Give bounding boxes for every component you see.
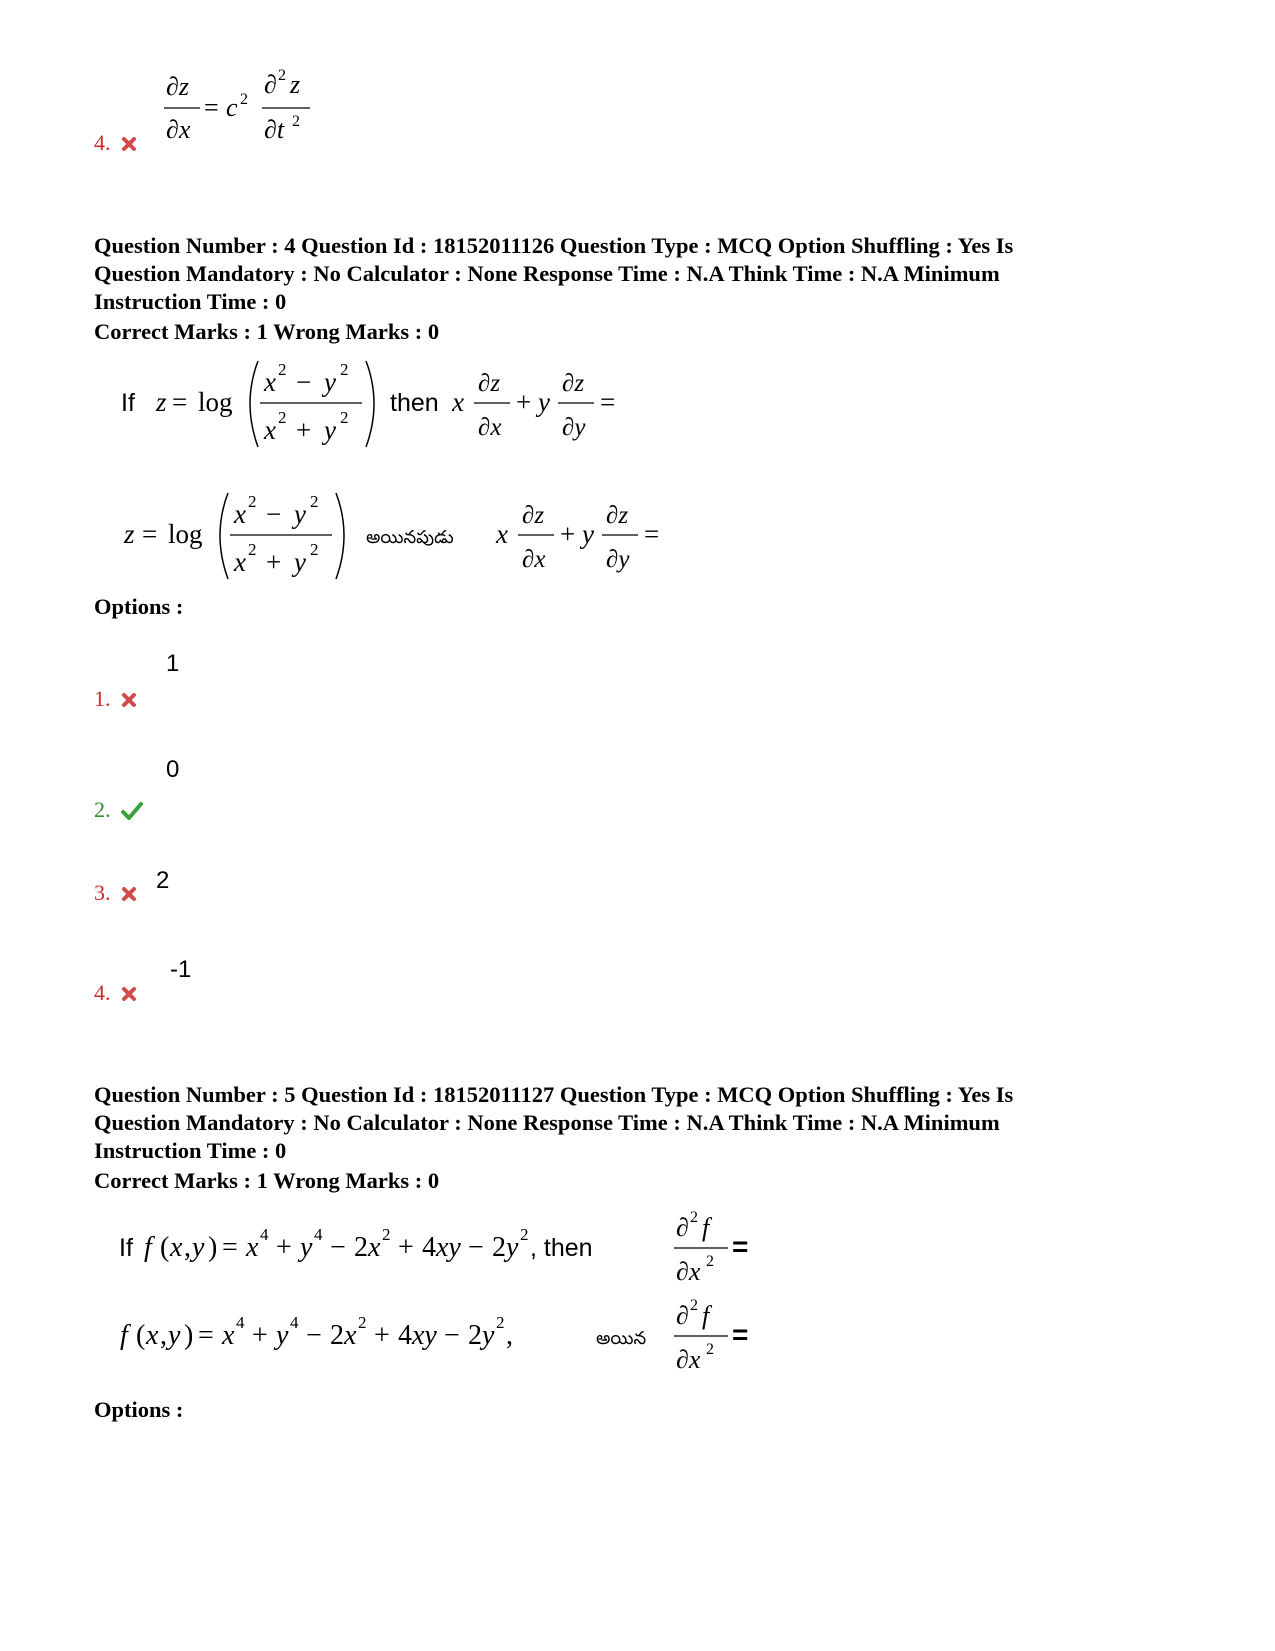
- q4-option-2: [94, 797, 143, 826]
- cross-icon: [121, 986, 137, 1007]
- svg-text:=: =: [198, 1320, 214, 1351]
- svg-text:y: y: [192, 1232, 205, 1263]
- svg-text:y: y: [506, 1232, 519, 1263]
- cross-icon: [121, 692, 137, 713]
- svg-text:=: =: [142, 519, 158, 549]
- svg-text:2: 2: [520, 1225, 529, 1244]
- svg-text:∂z: ∂z: [522, 502, 545, 529]
- prev-option-4: [94, 130, 137, 157]
- svg-text:): ): [208, 1232, 218, 1263]
- svg-text:x: x: [344, 1320, 357, 1351]
- svg-text:2: 2: [248, 540, 257, 559]
- svg-text:2: 2: [492, 1232, 506, 1263]
- q4-option-4: [94, 980, 137, 1007]
- svg-text:2: 2: [278, 408, 287, 427]
- svg-text:y: y: [300, 1232, 313, 1263]
- svg-text:2: 2: [468, 1320, 482, 1351]
- svg-text:2: 2: [358, 1313, 367, 1332]
- svg-text:2: 2: [496, 1313, 505, 1332]
- svg-text:x: x: [368, 1232, 381, 1263]
- svg-text:2: 2: [340, 408, 349, 427]
- svg-text:∂t: ∂t: [264, 115, 285, 144]
- q4-option-1: [94, 686, 137, 713]
- svg-text:x: x: [170, 1232, 183, 1263]
- svg-text:2: 2: [354, 1232, 368, 1263]
- q5-then-label: , then: [530, 1234, 593, 1262]
- svg-text:x: x: [264, 367, 276, 397]
- svg-text:+: +: [276, 1232, 292, 1263]
- svg-text:x: x: [222, 1320, 235, 1351]
- q5-header-line2: Question Mandatory : No Calculator : None Response Time : N.A Think Time : N.A Minimum: [94, 1110, 1000, 1135]
- option-number: 1.: [94, 686, 111, 711]
- svg-text:∂: ∂: [676, 1213, 689, 1242]
- option-number: 3.: [94, 880, 111, 905]
- svg-text:,: ,: [506, 1320, 513, 1351]
- svg-text:−: −: [444, 1320, 460, 1351]
- svg-text:z: z: [124, 519, 135, 549]
- q5-header-line1: Question Number : 5 Question Id : 18152011127 Question Type : MCQ Option Shuffling : Yes Is: [94, 1082, 1014, 1107]
- svg-text:+: +: [266, 547, 282, 577]
- svg-text:∂x: ∂x: [522, 546, 546, 573]
- svg-text:f: f: [702, 1301, 710, 1330]
- svg-text:=: =: [204, 93, 219, 122]
- q4-option-3-text: 2: [156, 867, 170, 894]
- svg-text:x: x: [234, 547, 246, 577]
- svg-text:y: y: [538, 387, 550, 417]
- q5-question-english: [116, 1204, 766, 1294]
- svg-text:2: 2: [240, 91, 248, 108]
- svg-text:f: f: [144, 1232, 152, 1263]
- svg-text:∂y: ∂y: [562, 414, 586, 441]
- svg-text:∂: ∂: [264, 70, 277, 99]
- svg-text:xy: xy: [412, 1320, 437, 1351]
- q4-option-2-text: 0: [166, 756, 180, 783]
- svg-text:y: y: [324, 367, 336, 397]
- svg-text:2: 2: [706, 1341, 714, 1358]
- option-number: 2.: [94, 797, 111, 822]
- svg-text:2: 2: [706, 1253, 714, 1270]
- svg-text:z: z: [156, 387, 167, 417]
- q4-option-1-text: 1: [166, 650, 180, 677]
- q4-option-3: [94, 880, 137, 907]
- q5-header-line3: Instruction Time : 0: [94, 1138, 287, 1163]
- svg-text:−: −: [266, 499, 282, 529]
- svg-text:2: 2: [248, 492, 257, 511]
- svg-text:2: 2: [382, 1225, 391, 1244]
- cross-icon: [121, 136, 137, 157]
- svg-text:2: 2: [690, 1297, 698, 1314]
- svg-text:∂x: ∂x: [676, 1257, 701, 1286]
- svg-text:x: x: [452, 387, 464, 417]
- q4-question-english: [118, 355, 638, 455]
- svg-text:y: y: [324, 415, 336, 445]
- q4-then-label: then: [390, 389, 439, 417]
- svg-text:+: +: [374, 1320, 390, 1351]
- q4-header-line3: Instruction Time : 0: [94, 289, 287, 314]
- svg-text:∂z: ∂z: [606, 502, 629, 529]
- svg-text:4: 4: [260, 1225, 269, 1244]
- q4-options-label: Options :: [94, 594, 184, 619]
- svg-text:c: c: [226, 93, 238, 122]
- svg-text:4: 4: [398, 1320, 412, 1351]
- check-icon: [121, 801, 143, 826]
- svg-text:x: x: [264, 415, 276, 445]
- q4-if-label: If: [121, 389, 135, 417]
- svg-text:+: +: [516, 387, 532, 417]
- svg-text:2: 2: [278, 360, 287, 379]
- svg-text:∂z: ∂z: [478, 370, 501, 397]
- svg-text:∂x: ∂x: [478, 414, 502, 441]
- svg-text:xy: xy: [436, 1232, 461, 1263]
- svg-text:4: 4: [422, 1232, 436, 1263]
- svg-text:y: y: [294, 547, 306, 577]
- svg-text:−: −: [306, 1320, 322, 1351]
- svg-text:): ): [184, 1320, 194, 1351]
- svg-text:∂x: ∂x: [166, 115, 191, 144]
- q5-if-label: If: [119, 1234, 133, 1262]
- svg-text:log: log: [168, 519, 203, 549]
- q4-question-telugu: [118, 487, 678, 587]
- option-number: 4.: [94, 130, 111, 155]
- svg-text:2: 2: [278, 67, 286, 84]
- q4-marks: Correct Marks : 1 Wrong Marks : 0: [94, 319, 440, 344]
- svg-text:f: f: [120, 1320, 128, 1351]
- q4-option-4-text: -1: [170, 956, 192, 983]
- svg-text:y: y: [582, 519, 594, 549]
- q4-telugu-then: అయినపుడు: [366, 527, 454, 548]
- svg-text:2: 2: [310, 492, 319, 511]
- svg-text:=: =: [644, 519, 660, 549]
- svg-text:2: 2: [292, 113, 300, 130]
- svg-text:4: 4: [290, 1313, 299, 1332]
- svg-text:,: ,: [160, 1320, 167, 1351]
- svg-text:y: y: [168, 1320, 181, 1351]
- svg-text:−: −: [468, 1232, 484, 1263]
- svg-text:∂x: ∂x: [676, 1345, 701, 1374]
- cross-icon: [121, 886, 137, 907]
- svg-text:=: =: [222, 1232, 238, 1263]
- svg-text:=: =: [172, 387, 188, 417]
- option-number: 4.: [94, 980, 111, 1005]
- svg-text:log: log: [198, 387, 233, 417]
- svg-text:=: =: [732, 1319, 749, 1350]
- svg-text:,: ,: [184, 1232, 191, 1263]
- svg-text:=: =: [600, 387, 616, 417]
- svg-text:x: x: [234, 499, 246, 529]
- svg-text:z: z: [290, 70, 301, 99]
- svg-text:+: +: [560, 519, 576, 549]
- q4-header: [94, 232, 1234, 316]
- svg-text:−: −: [296, 367, 312, 397]
- q5-header: [94, 1081, 1234, 1165]
- svg-text:(: (: [136, 1320, 146, 1351]
- svg-text:4: 4: [314, 1225, 323, 1244]
- svg-text:y: y: [294, 499, 306, 529]
- svg-text:∂z: ∂z: [166, 72, 189, 101]
- svg-text:+: +: [398, 1232, 414, 1263]
- svg-text:y: y: [482, 1320, 495, 1351]
- svg-text:x: x: [496, 519, 508, 549]
- svg-text:2: 2: [340, 360, 349, 379]
- svg-text:∂y: ∂y: [606, 546, 630, 573]
- svg-text:(: (: [160, 1232, 170, 1263]
- svg-text:∂: ∂: [676, 1301, 689, 1330]
- svg-text:+: +: [296, 415, 312, 445]
- svg-text:2: 2: [310, 540, 319, 559]
- svg-text:+: +: [252, 1320, 268, 1351]
- svg-text:−: −: [330, 1232, 346, 1263]
- q5-options-label: Options :: [94, 1397, 184, 1422]
- q4-header-line1: Question Number : 4 Question Id : 18152011126 Question Type : MCQ Option Shuffling : Yes Is: [94, 233, 1014, 258]
- svg-text:x: x: [246, 1232, 259, 1263]
- svg-text:4: 4: [236, 1313, 245, 1332]
- prev-option-4-equation: [160, 60, 330, 155]
- svg-text:x: x: [146, 1320, 159, 1351]
- q5-telugu-then: అయిన: [596, 1328, 647, 1349]
- q5-question-telugu: [116, 1292, 766, 1382]
- svg-text:∂z: ∂z: [562, 370, 585, 397]
- svg-text:f: f: [702, 1213, 710, 1242]
- svg-text:2: 2: [690, 1209, 698, 1226]
- svg-text:y: y: [276, 1320, 289, 1351]
- svg-text:=: =: [732, 1231, 749, 1262]
- svg-text:2: 2: [330, 1320, 344, 1351]
- q5-marks: Correct Marks : 1 Wrong Marks : 0: [94, 1168, 440, 1193]
- q4-header-line2: Question Mandatory : No Calculator : None Response Time : N.A Think Time : N.A Minimum: [94, 261, 1000, 286]
